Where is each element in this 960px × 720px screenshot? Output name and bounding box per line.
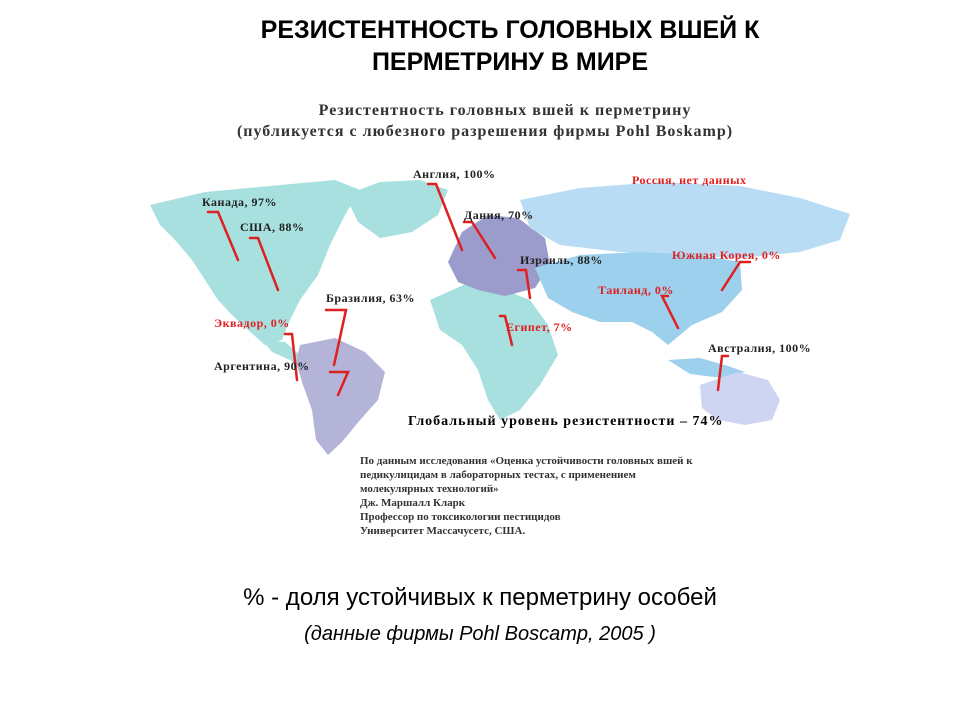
source-line: По данным исследования «Оценка устойчивости головных вшей к bbox=[360, 455, 693, 467]
source-citation bbox=[360, 454, 880, 538]
map-title-line-1: Резистентность головных вшей к перметрину bbox=[318, 102, 692, 119]
label-egypt: Египет, 7% bbox=[506, 320, 573, 334]
north-asia-landmass bbox=[520, 182, 850, 258]
legend-note: (данные фирмы Pohl Boscamp, 2005 ) bbox=[304, 623, 656, 645]
label-denmark: Дания, 70% bbox=[464, 208, 534, 222]
label-australia: Австралия, 100% bbox=[708, 341, 812, 355]
greenland-landmass bbox=[345, 180, 448, 238]
africa-landmass bbox=[430, 282, 558, 420]
label-ecuador: Эквадор, 0% bbox=[214, 316, 290, 330]
south-america-landmass bbox=[296, 338, 385, 455]
label-russia: Россия, нет данных bbox=[632, 173, 747, 187]
map-title-line-2: (публикуется с любезного разрешения фирмы Pohl Boskamp) bbox=[236, 123, 734, 140]
label-argentina: Аргентина, 90% bbox=[214, 359, 310, 373]
global-resistance-level: Глобальный уровень резистентности – 74% bbox=[408, 414, 724, 429]
label-south-korea: Южная Корея, 0% bbox=[672, 248, 781, 262]
source-line: Университет Массачусетс, США. bbox=[360, 525, 526, 537]
slide-title-line-1: РЕЗИСТЕНТНОСТЬ ГОЛОВНЫХ ВШЕЙ К bbox=[260, 16, 760, 44]
slide-title-line-2: ПЕРМЕТРИНУ В МИРЕ bbox=[371, 48, 649, 76]
label-usa: США, 88% bbox=[240, 220, 305, 234]
source-line: молекулярных технологий» bbox=[360, 483, 499, 495]
source-line: педикулицидам в лабораторных тестах, с применением bbox=[360, 469, 636, 481]
label-thailand: Таиланд, 0% bbox=[598, 283, 674, 297]
source-line: Профессор по токсикологии пестицидов bbox=[360, 511, 561, 523]
label-canada: Канада, 97% bbox=[202, 195, 278, 209]
legend-text: % - доля устойчивых к перметрину особей bbox=[243, 584, 717, 611]
source-line: Дж. Маршалл Кларк bbox=[360, 497, 466, 509]
label-israel: Израиль, 88% bbox=[520, 253, 603, 267]
label-england: Англия, 100% bbox=[413, 167, 496, 181]
label-brazil: Бразилия, 63% bbox=[326, 291, 415, 305]
